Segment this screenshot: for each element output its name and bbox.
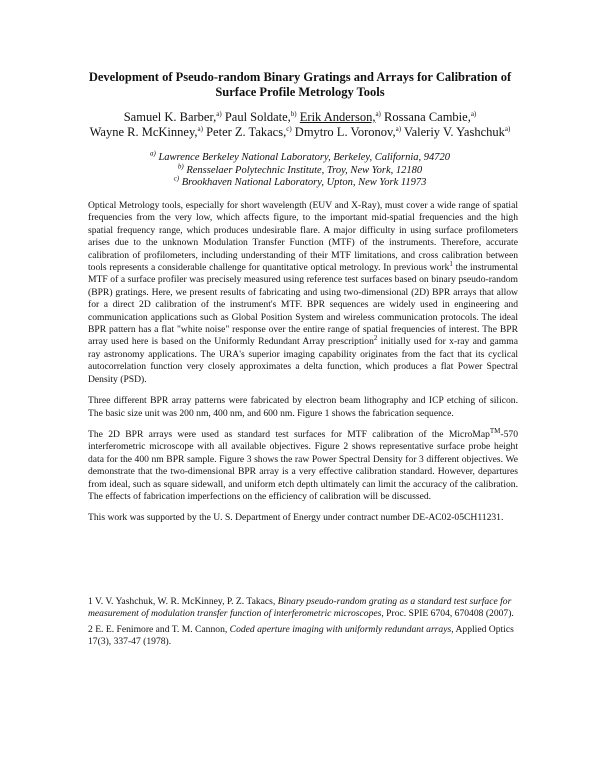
author-name: Peter Z. Takacs,: [202, 125, 287, 139]
author-affiliation-mark: a): [504, 124, 511, 133]
paper-title: [60, 70, 540, 100]
author-affiliation-mark: a): [197, 124, 203, 133]
presenting-author-name: Erik Anderson,: [299, 110, 376, 124]
affiliation-text: Lawrence Berkeley National Laboratory, Berkeley, California, 94720: [155, 152, 450, 163]
reference-item-1: [88, 596, 518, 621]
paragraph-text: -570 interferometric microscope with all available objectives. Figure 2 shows representative surface probe height data for the 400 nm BPR sample. Figure 3 shows the raw Power Spectral Density for 3 different objectives. We demonstrate that the two-dimensional BPR array is a very effective calibration standard. However, departures from ideal, such as square sidewall, and uniform etch depth ultimately can limit the accuracy of the calibration. The effects of fabrication imperfections on the efficiency of calibration will be discussed.: [88, 428, 518, 502]
title-line-2: Surface Profile Metrology Tools: [215, 85, 385, 99]
reference-text: 1 V. V. Yashchuk, W. R. McKinney, P. Z. Takacs,: [88, 596, 278, 607]
body-paragraph-1: [88, 200, 518, 386]
author-affiliation-mark: a): [216, 109, 222, 118]
author-name: Valeriy V. Yashchuk: [401, 125, 505, 139]
author-affiliation-mark: a): [395, 124, 402, 133]
affiliation-mark: a): [150, 149, 156, 158]
reference-text: , Proc. SPIE 6704, 670408 (2007).: [381, 608, 514, 620]
author-affiliation-mark: b): [290, 109, 297, 118]
author-name: Paul Soldate,: [221, 110, 291, 124]
acknowledgment-paragraph: This work was supported by the U. S. Department of Energy under contract number DE-AC02-05CH11231.: [88, 512, 504, 524]
reference-text: , Applied Optics 17(3), 337-47 (1978).: [88, 623, 514, 648]
reference-list: [88, 596, 518, 652]
paragraph-text: Optical Metrology tools, especially for short wavelength (EUV and X-Ray), must cover a wide range of spatial frequencies from the very low, which affects figure, to the important mid-spatial frequencies and the high spatial frequency range, which produces undesirable flare. A major difficulty in using surface profilometers arises due to the unknown Modulation Transfer Function (MTF) of the instruments. Therefore, accurate calibration of profilometers, including understanding of their MTF limitations, and cross calibration between tools represents a considerable challenge for quantitative optical metrology. In previous work: [88, 200, 518, 274]
reference-text: 2 E. E. Fenimore and T. M. Cannon,: [88, 623, 230, 635]
author-list: [60, 110, 540, 140]
author-name: Samuel K. Barber,: [123, 110, 217, 124]
affiliation-text: Brookhaven National Laboratory, Upton, New York 11973: [179, 177, 427, 188]
reference-title: Binary pseudo-random grating as a standard test surface for measurement of modulation transfer function of interferometric microscopes: [88, 596, 512, 620]
author-affiliation-mark: c): [286, 124, 292, 133]
author-affiliation-mark: a): [470, 109, 477, 118]
paragraph-text: initially used for x-ray and gamma ray astronomy applications. The URA's superior imaging capability originates from the fact that its cyclical autocorrelation function very closely approximates a delta function, which produces a flat Power Spectral Density (PSD).: [88, 336, 518, 385]
body-paragraph-2: Three different BPR array patterns were fabricated by electron beam lithography and ICP etching of silicon. The basic size unit was 200 nm, 400 nm, and 600 nm. Figure 1 shows the fabrication sequence.: [88, 395, 518, 419]
author-name: Wayne R. McKinney,: [89, 125, 198, 139]
title-line-1: Development of Pseudo-random Binary Gratings and Arrays for Calibration of: [88, 70, 512, 84]
paragraph-text: the instrumental MTF of a surface profiler was precisely measured using reference test surfaces based on binary pseudo-random (BPR) gratings. Here, we present results of fabricating and using two-dimensional (2D) BPR arrays that allow for a direct 2D calibration of the instrument's MTF. BPR sequences are widely used in engineering and communication applications such as Global Position System and wireless communication protocols. The ideal BPR pattern has a flat "white noise" response over the entire range of spatial frequencies of interest. The BPR array used here is based on the Uniformly Redundant Array prescription: [88, 262, 518, 348]
affiliation-mark: c): [173, 174, 180, 183]
body-paragraph-3: [88, 426, 518, 503]
affiliation-mark: b): [177, 162, 184, 170]
reference-title: Coded aperture imaging with uniformly redundant arrays: [229, 623, 452, 635]
affiliation-list: [60, 149, 540, 190]
reference-mark: 2: [373, 334, 378, 343]
reference-item-2: [88, 624, 518, 649]
reference-mark: 1: [449, 259, 453, 268]
author-name: Rossana Cambie,: [380, 110, 471, 124]
affiliation-text: Rensselaer Polytechnic Institute, Troy, New York, 12180: [183, 164, 423, 176]
paragraph-text: The 2D BPR arrays were used as standard test surfaces for MTF calibration of the MicroMap: [88, 428, 490, 440]
abstract-body: [88, 200, 518, 534]
trademark-mark: TM: [489, 426, 501, 435]
author-name: Dmytro L. Voronov,: [291, 125, 396, 139]
author-affiliation-mark: a): [375, 109, 381, 118]
